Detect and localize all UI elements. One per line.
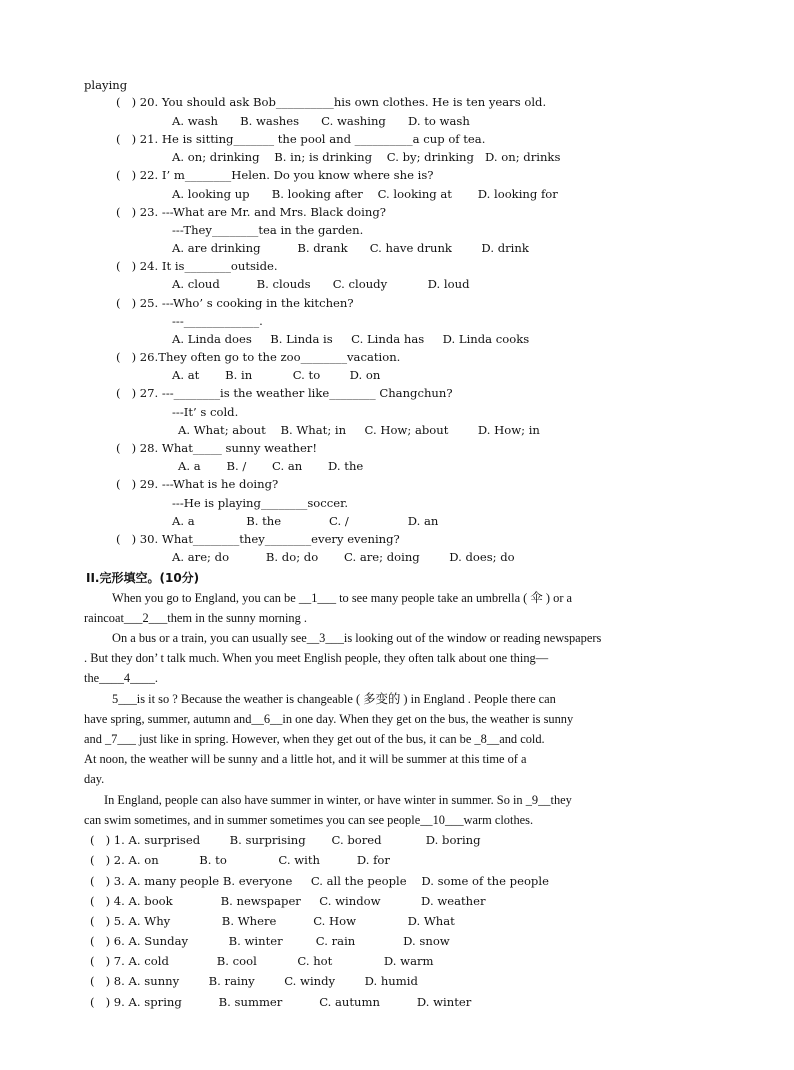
question-line: ( ) 23. ---What are Mr. and Mrs. Black doing? (116, 205, 386, 219)
passage-line: . But they don’ t talk much. When you meet English people, they often talk about one thing— (84, 651, 549, 665)
passage-line: On a bus or a train, you can usually see__3___is looking out of the window or reading newspapers (112, 631, 602, 645)
passage-line: the____4____. (84, 671, 158, 685)
question-line: ( ) 6. A. Sunday B. winter C. rain D. snow (90, 934, 450, 948)
question-line: A. are drinking B. drank C. have drunk D. drink (172, 241, 529, 255)
question-line: A. Linda does B. Linda is C. Linda has D. Linda cooks (172, 332, 530, 346)
question-line: ( ) 26.They often go to the zoo________vacation. (116, 350, 401, 364)
question-line: ( ) 8. A. sunny B. rainy C. windy D. humid (90, 974, 418, 988)
question-line: ( ) 7. A. cold B. cool C. hot D. warm (90, 954, 434, 968)
question-line: A. a B. the C. / D. an (172, 514, 439, 528)
passage-line: When you go to England, you can be __1___ to see many people take an umbrella ( 伞 ) or a (112, 591, 573, 605)
question-line: ( ) 3. A. many people B. everyone C. all the people D. some of the people (90, 874, 549, 888)
question-line: ( ) 22. I’ m________Helen. Do you know where she is? (116, 168, 434, 182)
question-line: ( ) 9. A. spring B. summer C. autumn D. winter (90, 995, 472, 1009)
question-line: A. cloud B. clouds C. cloudy D. loud (172, 277, 470, 291)
question-line: ( ) 28. What_____ sunny weather! (116, 441, 318, 455)
question-line: ( ) 20. You should ask Bob__________his own clothes. He is ten years old. (116, 95, 547, 109)
passage-line: can swim sometimes, and in summer sometimes you can see people__10___warm clothes. (84, 813, 534, 827)
passage-line: have spring, summer, autumn and__6__in one day. When they get on the bus, the weather is sunny (84, 712, 574, 726)
passage-line: 5___is it so ? Because the weather is changeable ( 多变的 ) in England . People there can (112, 692, 556, 706)
passage-line: At noon, the weather will be sunny and a little hot, and it will be summer at this time of a (84, 752, 527, 766)
question-line: ( ) 1. A. surprised B. surprising C. bored D. boring (90, 833, 481, 847)
question-line: A. at B. in C. to D. on (172, 368, 381, 382)
question-line: A. are; do B. do; do C. are; doing D. does; do (172, 550, 515, 564)
question-line: ( ) 4. A. book B. newspaper C. window D. weather (90, 894, 486, 908)
section-heading: II.完形填空。(10分) (86, 571, 200, 585)
question-line: A. looking up B. looking after C. looking at D. looking for (172, 187, 558, 201)
passage-line: In England, people can also have summer in winter, or have winter in summer. So in _9__they (104, 793, 572, 807)
question-line: ( ) 2. A. on B. to C. with D. for (90, 853, 390, 867)
question-line: A. a B. / C. an D. the (178, 459, 364, 473)
question-line: ( ) 5. A. Why B. Where C. How D. What (90, 914, 455, 928)
question-line: A. wash B. washes C. washing D. to wash (172, 114, 470, 128)
question-line: ---They________tea in the garden. (172, 223, 364, 237)
question-line: ( ) 27. ---________is the weather like________ Changchun? (116, 386, 453, 400)
question-line: playing (84, 78, 128, 92)
passage-line: day. (84, 772, 105, 786)
question-line: ---_____________. (172, 314, 263, 328)
question-line: ( ) 29. ---What is he doing? (116, 477, 279, 491)
question-line: ---It’ s cold. (172, 405, 239, 419)
question-line: ( ) 21. He is sitting_______ the pool and __________a cup of tea. (116, 132, 486, 146)
question-line: A. What; about B. What; in C. How; about D. How; in (178, 423, 540, 437)
question-line: ( ) 30. What________they________every evening? (116, 532, 400, 546)
question-line: ( ) 25. ---Who’ s cooking in the kitchen? (116, 296, 354, 310)
question-line: ( ) 24. It is________outside. (116, 259, 278, 273)
passage-line: and _7___ just like in spring. However, when they get out of the bus, it can be _8__and cold. (84, 732, 545, 746)
passage-line: raincoat___2___them in the sunny morning . (84, 611, 307, 625)
question-line: ---He is playing________soccer. (172, 496, 349, 510)
question-line: A. on; drinking B. in; is drinking C. by; drinking D. on; drinks (172, 150, 561, 164)
